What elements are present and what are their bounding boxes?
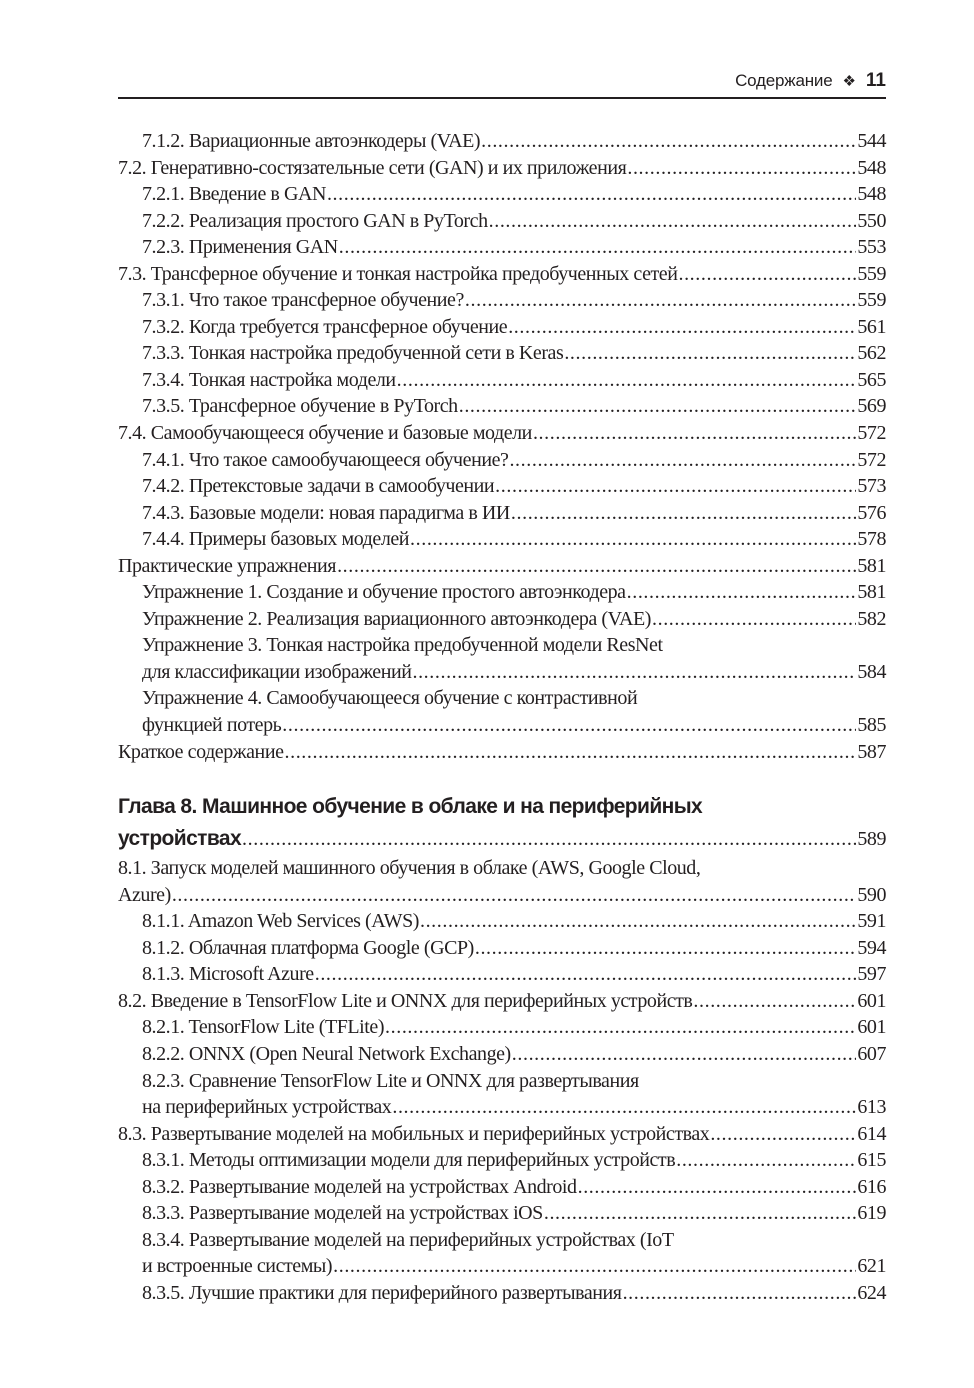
toc-page: 613 (857, 1096, 886, 1119)
toc-entry[interactable]: 7.4.4. Примеры базовых моделей ..... 578 (118, 526, 886, 553)
toc-entry[interactable]: на периферийных устройствах ..... 613 (118, 1094, 886, 1121)
leader-dots (481, 128, 856, 155)
leader-dots (710, 1121, 856, 1148)
toc-entry[interactable]: 8.3.3. Развертывание моделей на устройствах iOS ..... 619 (118, 1200, 886, 1227)
toc-entry[interactable]: 7.4.1. Что такое самообучающееся обучение? ..... 572 (118, 447, 886, 474)
leader-dots (412, 659, 856, 686)
toc-entry[interactable]: и встроенные системы) ..... 621 (118, 1253, 886, 1280)
toc-page: 559 (857, 262, 886, 285)
toc-page: 572 (857, 448, 886, 471)
toc-page: 621 (857, 1255, 886, 1278)
toc-entry[interactable]: 7.4. Самообучающееся обучение и базовые модели ..... 572 (118, 420, 886, 447)
leader-dots (337, 553, 856, 580)
leader-dots (564, 340, 856, 367)
leader-dots (676, 1147, 856, 1174)
toc-entry[interactable]: 7.3.2. Когда требуется трансферное обучение ..... 561 (118, 314, 886, 341)
leader-dots (623, 1280, 857, 1307)
leader-dots (489, 208, 857, 235)
toc-entry[interactable]: 7.2.1. Введение в GAN ..... 548 (118, 181, 886, 208)
toc-page: 614 (857, 1122, 886, 1145)
toc-page: 576 (857, 501, 886, 524)
leader-dots (333, 1253, 856, 1280)
leader-dots (475, 935, 856, 962)
leader-dots (172, 882, 857, 909)
leader-dots (410, 526, 856, 553)
toc-page: 591 (857, 910, 886, 933)
toc-page: 561 (857, 315, 886, 338)
toc-entry-line1[interactable]: 8.3.4. Развертывание моделей на периферийных устройствах (IoT (142, 1228, 674, 1251)
toc-entry[interactable]: 7.3.5. Трансферное обучение в PyTorch ..... 569 (118, 393, 886, 420)
toc-entry[interactable]: 7.3.1. Что такое трансферное обучение? ..... 559 (118, 287, 886, 314)
toc-entry[interactable]: Краткое содержание ..... 587 (118, 739, 886, 766)
toc-page: 578 (857, 528, 886, 551)
toc-page: 597 (857, 963, 886, 986)
toc-page: 562 (857, 342, 886, 365)
toc-page: 584 (857, 660, 886, 683)
toc-entry-line1[interactable]: 8.1. Запуск моделей машинного обучения в облаке (AWS, Google Cloud, (118, 857, 701, 880)
toc-page: 587 (857, 740, 886, 763)
toc-entry[interactable]: Упражнение 1. Создание и обучение простого автоэнкодера ..... 581 (118, 579, 886, 606)
toc-entry[interactable]: Azure) ..... 590 (118, 882, 886, 909)
toc-entry[interactable]: функцией потерь ..... 585 (118, 712, 886, 739)
leader-dots (282, 712, 856, 739)
header-rule (118, 97, 886, 99)
leader-dots (339, 234, 857, 261)
toc-page: 607 (857, 1042, 886, 1065)
toc-entry[interactable]: 7.2.2. Реализация простого GAN в PyTorch ..... 550 (118, 208, 886, 235)
toc-entry[interactable]: 8.3.5. Лучшие практики для периферийного развертывания ..... 624 (118, 1280, 886, 1307)
toc-entry-line1[interactable]: Упражнение 3. Тонкая настройка предобученной модели ResNet (142, 634, 663, 657)
toc-entry[interactable]: 8.3.1. Методы оптимизации модели для периферийных устройств ..... 615 (118, 1147, 886, 1174)
running-header (118, 68, 886, 98)
toc-page: 601 (857, 989, 886, 1012)
toc-entry[interactable]: 7.2. Генеративно-состязательные сети (GAN) и их приложения ..... 548 (118, 155, 886, 182)
toc-entry[interactable]: 8.2.2. ONNX (Open Neural Network Exchange) ..... 607 (118, 1041, 886, 1068)
toc-entry[interactable]: 8.1.2. Облачная платформа Google (GCP) ..... 594 (118, 935, 886, 962)
toc-page: 589 (857, 828, 886, 851)
leader-dots (397, 367, 857, 394)
chapter-heading-line1[interactable]: Глава 8. Машинное обучение в облаке и на периферийных (118, 795, 703, 819)
toc-page: 559 (857, 289, 886, 312)
toc-entry[interactable]: 8.3. Развертывание моделей на мобильных и периферийных устройствах ..... 614 (118, 1121, 886, 1148)
toc-entry[interactable]: 7.1.2. Вариационные автоэнкодеры (VAE) ..... 544 (118, 128, 886, 155)
toc-page: 601 (857, 1016, 886, 1039)
toc-page: 565 (857, 368, 886, 391)
toc-page: 544 (857, 130, 886, 152)
toc-entry[interactable]: 8.2. Введение в TensorFlow Lite и ONNX для периферийных устройств ..... 601 (118, 988, 886, 1015)
leader-dots (385, 1014, 856, 1041)
toc-entry[interactable]: 7.4.3. Базовые модели: новая парадигма в ИИ ..... 576 (118, 500, 886, 527)
leader-dots (652, 606, 856, 633)
toc-entry[interactable]: Практические упражнения ..... 581 (118, 553, 886, 580)
toc-page: 615 (857, 1149, 886, 1172)
leader-dots (627, 155, 856, 182)
chapter-heading[interactable]: устройствах ..... 589 (118, 823, 886, 855)
page-number: 11 (865, 70, 886, 91)
leader-dots (508, 314, 856, 341)
leader-dots (242, 823, 856, 855)
toc-page: 569 (857, 395, 886, 418)
ornament-icon: ❖ (842, 73, 856, 90)
toc-entry[interactable]: 7.3.3. Тонкая настройка предобученной сети в Keras ..... 562 (118, 340, 886, 367)
leader-dots (544, 1200, 857, 1227)
toc-entry[interactable]: 8.2.1. TensorFlow Lite (TFLite) ..... 601 (118, 1014, 886, 1041)
toc-entry[interactable]: Упражнение 2. Реализация вариационного автоэнкодера (VAE) ..... 582 (118, 606, 886, 633)
leader-dots (465, 287, 856, 314)
leader-dots (578, 1174, 857, 1201)
toc-entry[interactable]: 7.2.3. Применения GAN ..... 553 (118, 234, 886, 261)
toc-entry-line1[interactable]: 8.2.3. Сравнение TensorFlow Lite и ONNX для развертывания (142, 1069, 639, 1092)
leader-dots (315, 961, 857, 988)
leader-dots (509, 447, 856, 474)
toc-page: 553 (857, 236, 886, 259)
toc-entry-line1[interactable]: Упражнение 4. Самообучающееся обучение с контрастивной (142, 687, 638, 710)
toc-page: 550 (857, 209, 886, 232)
toc-page: 624 (857, 1281, 886, 1304)
toc-entry[interactable]: 8.3.2. Развертывание моделей на устройствах Android ..... 616 (118, 1174, 886, 1201)
leader-dots (511, 500, 856, 527)
toc-page: 581 (857, 581, 886, 604)
toc-entry[interactable]: для классификации изображений ..... 584 (118, 659, 886, 686)
running-header-title: Содержание (735, 71, 833, 90)
toc-page: 619 (857, 1202, 886, 1225)
leader-dots (327, 181, 856, 208)
toc-page: 590 (857, 883, 886, 906)
toc-page: 548 (857, 183, 886, 206)
toc-entry[interactable]: 8.1.1. Amazon Web Services (AWS) ..... 591 (118, 908, 886, 935)
toc-entry[interactable]: 8.1.3. Microsoft Azure ..... 597 (118, 961, 886, 988)
leader-dots (693, 988, 856, 1015)
toc-page: 582 (857, 607, 886, 630)
toc-entry[interactable]: 7.3. Трансферное обучение и тонкая настройка предобученных сетей ..... 559 (118, 261, 886, 288)
leader-dots (678, 261, 856, 288)
toc-page: 548 (857, 156, 886, 179)
leader-dots (392, 1094, 856, 1121)
toc-page: 581 (857, 554, 886, 577)
toc-page: 573 (857, 475, 886, 498)
table-of-contents (118, 128, 886, 1306)
leader-dots (459, 393, 857, 420)
toc-entry[interactable]: 7.3.4. Тонкая настройка модели ..... 565 (118, 367, 886, 394)
toc-page: 585 (857, 714, 886, 737)
toc-page: 616 (857, 1175, 886, 1198)
leader-dots (533, 420, 856, 447)
toc-page: 572 (857, 422, 886, 445)
leader-dots (495, 473, 856, 500)
leader-dots (420, 908, 856, 935)
leader-dots (512, 1041, 857, 1068)
toc-entry[interactable]: 7.4.2. Претекстовые задачи в самообучении ..... 573 (118, 473, 886, 500)
toc-page: 594 (857, 936, 886, 959)
leader-dots (285, 739, 857, 766)
leader-dots (627, 579, 857, 606)
